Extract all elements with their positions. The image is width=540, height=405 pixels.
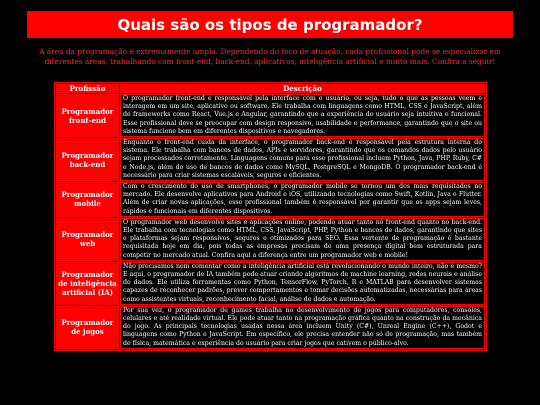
profession-cell: Programador mobile: [56, 182, 119, 217]
intro-text: A área da programação é extremamente ampla. Dependendo do foco de atuação, cada profissional pode se especializar em diferentes áreas, trabalhando com front-end, back-end, aplicativos, inteligência artificial e muito mais. Confira a seguir!: [39, 47, 501, 66]
table-row: [56, 262, 485, 305]
profession-cell: Programador de inteligência artificial (IA): [56, 262, 119, 305]
programmer-types-table: [54, 82, 487, 351]
table-row: [56, 218, 485, 261]
table-row: [56, 182, 485, 217]
header-profession: Profissão: [56, 84, 119, 93]
programmer-types-table-wrapper: [54, 82, 487, 351]
profession-cell: Programador web: [56, 218, 119, 261]
table-row: [56, 138, 485, 181]
description-cell: Com o crescimento do uso de smartphones, o programador mobile se tornou um dos mais requisitados no mercado. Ele desenvolve aplicativos para Android e iOS, utilizando tecnologias como Swift, Kotlin, Java e Flutter. Além de criar novas aplicações, esse profissional também é responsável por garantir que os apps sejam leves, rápidos e funcionais em diferentes dispositivos.: [120, 182, 485, 217]
profession-cell: Programador back-end: [56, 138, 119, 181]
description-cell: O programador front-end é responsável pela interface com o usuário, ou seja, tudo o que as pessoas veem e interagem em um site, aplicativo ou software. Ele trabalha com linguagens como HTML, CSS e JavaScript, além de frameworks como React, Vue.js e Angular, garantindo que a experiência do usuário seja intuitiva e funcional. Esse profissional deve se preocupar com design responsivo, usabilidade e performance, garantindo que o site ou sistema funcione bem em diferentes dispositivos e navegadores.: [120, 94, 485, 137]
profession-cell: Programador de jogos: [56, 306, 119, 349]
title-banner: [27, 11, 513, 38]
page-title: Quais são os tipos de programador?: [117, 15, 423, 34]
table-row: [56, 306, 485, 349]
table-row: [56, 94, 485, 137]
description-cell: Enquanto o front-end cuida da interface, o programador back-end é responsável pela estrutura interna do sistema. Ele trabalha com bancos de dados, APIs e servidores, garantindo que os comandos dados pelo usuário sejam processados corretamente. Linguagens comuns para esse profissional incluem Python, Java, PHP, Ruby, C# e Node.js, além do uso de bancos de dados como MySQL, PostgreSQL e MongoDB. O programador back-end é necessário para criar sistemas escaláveis, seguros e eficientes.: [120, 138, 485, 181]
header-description: Descrição: [120, 84, 485, 93]
description-cell: Não precisamos nem comentar como a inteligência artificial está revolucionando o mundo inteiro, não é mesmo? E aqui, o programador de IA também pode atuar criando algoritmos de machine learning, redes neurais e análise de dados. Ele utiliza ferramentas como Python, TensorFlow, PyTorch, R e MATLAB para desenvolver sistemas capazes de reconhecer padrões, prever comportamentos e tomar decisões automatizadas, necessárias para áreas como assistentes virtuais, reconhecimento facial, análise de dados e automação.: [120, 262, 485, 305]
description-cell: O programador web desenvolve sites e aplicações online, podendo atuar tanto no front-end quanto no back-end. Ele trabalha com tecnologias como HTML, CSS, JavaScript, PHP, Python e bancos de dados, garantindo que sites e plataformas sejam responsivos, seguros e otimizados para SEO. Essa vertente de programação é bastante requisitada hoje em dia, pois todas as empresas precisam de uma presença digital bem estruturada para competir no mercado atual. Confira aqui a diferença entre um programador web e mobile!: [120, 218, 485, 261]
description-cell: Por sua vez, o programador de games trabalha no desenvolvimento de jogos para computadores, consoles, celulares e até realidade virtual. Ele pode atuar tanto na programação gráfica quanto na construção da mecânica do jogo. As principais tecnologias usadas nessa área incluem Unity (C#), Unreal Engine (C++), Godot e linguagens como Python e JavaScript. Em específico, ele precisa entender não só de programação, mas também de física, matemática e experiência do usuário para criar jogos que cativem o público-alvo.: [120, 306, 485, 349]
profession-cell: Programador front-end: [56, 94, 119, 137]
table-header-row: [56, 84, 485, 93]
